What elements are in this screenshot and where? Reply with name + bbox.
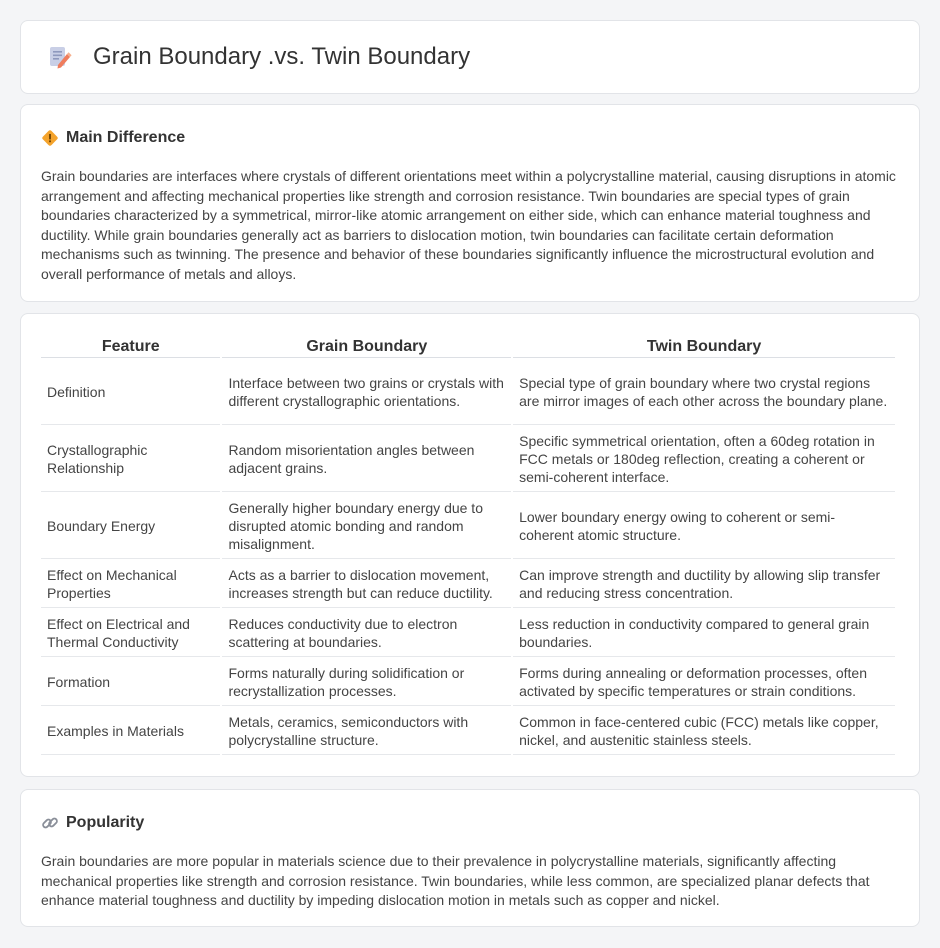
grain-boundary-cell: Reduces conductivity due to electron scattering at boundaries. [222, 610, 511, 657]
title-wrap [21, 21, 919, 93]
grain-boundary-cell: Metals, ceramics, semiconductors with polycrystalline structure. [222, 708, 511, 755]
grain-boundary-cell: Interface between two grains or crystals with different crystallographic orientations. [222, 360, 511, 425]
twin-boundary-cell: Can improve strength and ductility by allowing slip transfer and reducing stress concentration. [513, 561, 895, 608]
comparison-table-card [20, 313, 920, 777]
grain-boundary-cell: Forms naturally during solidification or recrystallization processes. [222, 659, 511, 706]
popularity-heading-text: Popularity [66, 814, 145, 831]
document-edit-icon [45, 43, 73, 71]
header-card [20, 20, 920, 94]
table-row [41, 427, 895, 492]
page-title: Grain Boundary .vs. Twin Boundary [93, 43, 471, 70]
column-header-twin-boundary: Twin Boundary [513, 336, 895, 358]
grain-boundary-cell: Generally higher boundary energy due to disrupted atomic bonding and random misalignment. [222, 494, 511, 559]
twin-boundary-cell: Special type of grain boundary where two crystal regions are mirror images of each other across the boundary plane. [513, 360, 895, 425]
main-difference-heading-text: Main Difference [66, 129, 186, 146]
popularity-heading [41, 814, 899, 832]
feature-cell: Formation [41, 659, 220, 706]
main-difference-text: Grain boundaries are interfaces where crystals of different orientations meet within a polycrystalline material, causing disruptions in atomic arrangement and affecting mechanical properties like strength and corrosion resistance. Twin boundaries are special types of grain boundaries characterized by a symmetrical, mirror-like atomic arrangement on either side, which can enhance material toughness and ductility. While grain boundaries generally act as barriers to dislocation motion, twin boundaries can facilitate certain deformation mechanisms such as twinning. The presence and behavior of these boundaries significantly influence the microstructural evolution and overall performance of metals and alloys. [41, 168, 896, 282]
column-header-feature: Feature [41, 336, 220, 358]
column-header-grain-boundary: Grain Boundary [222, 336, 511, 358]
twin-boundary-cell: Less reduction in conductivity compared to general grain boundaries. [513, 610, 895, 657]
table-row [41, 561, 895, 608]
table-header-row [41, 336, 895, 358]
link-icon [41, 814, 59, 832]
grain-boundary-cell: Random misorientation angles between adjacent grains. [222, 427, 511, 492]
table-row [41, 610, 895, 657]
feature-cell: Boundary Energy [41, 494, 220, 559]
feature-cell: Effect on Electrical and Thermal Conductivity [41, 610, 220, 657]
comparison-table [39, 334, 897, 757]
table-row [41, 494, 895, 559]
main-difference-card [20, 104, 920, 302]
table-row [41, 659, 895, 706]
feature-cell: Effect on Mechanical Properties [41, 561, 220, 608]
twin-boundary-cell: Specific symmetrical orientation, often a 60deg rotation in FCC metals or 180deg reflection, creating a coherent or semi-coherent interface. [513, 427, 895, 492]
table-row [41, 708, 895, 755]
popularity-text: Grain boundaries are more popular in materials science due to their prevalence in polycrystalline materials, significantly affecting mechanical properties like strength and corrosion resistance. Twin boundaries, while less common, are specialized planar defects that enhance material toughness and ductility by impeding dislocation motion in metals such as copper and nickel. [41, 853, 870, 908]
table-row [41, 360, 895, 425]
diamond-sign-icon [41, 129, 59, 147]
feature-cell: Examples in Materials [41, 708, 220, 755]
twin-boundary-cell: Lower boundary energy owing to coherent or semi-coherent atomic structure. [513, 494, 895, 559]
popularity-card [20, 789, 920, 927]
main-difference-heading [41, 129, 899, 147]
grain-boundary-cell: Acts as a barrier to dislocation movement, increases strength but can reduce ductility. [222, 561, 511, 608]
feature-cell: Definition [41, 360, 220, 425]
twin-boundary-cell: Common in face-centered cubic (FCC) metals like copper, nickel, and austenitic stainless steels. [513, 708, 895, 755]
feature-cell: Crystallographic Relationship [41, 427, 220, 492]
twin-boundary-cell: Forms during annealing or deformation processes, often activated by specific temperatures or strain conditions. [513, 659, 895, 706]
